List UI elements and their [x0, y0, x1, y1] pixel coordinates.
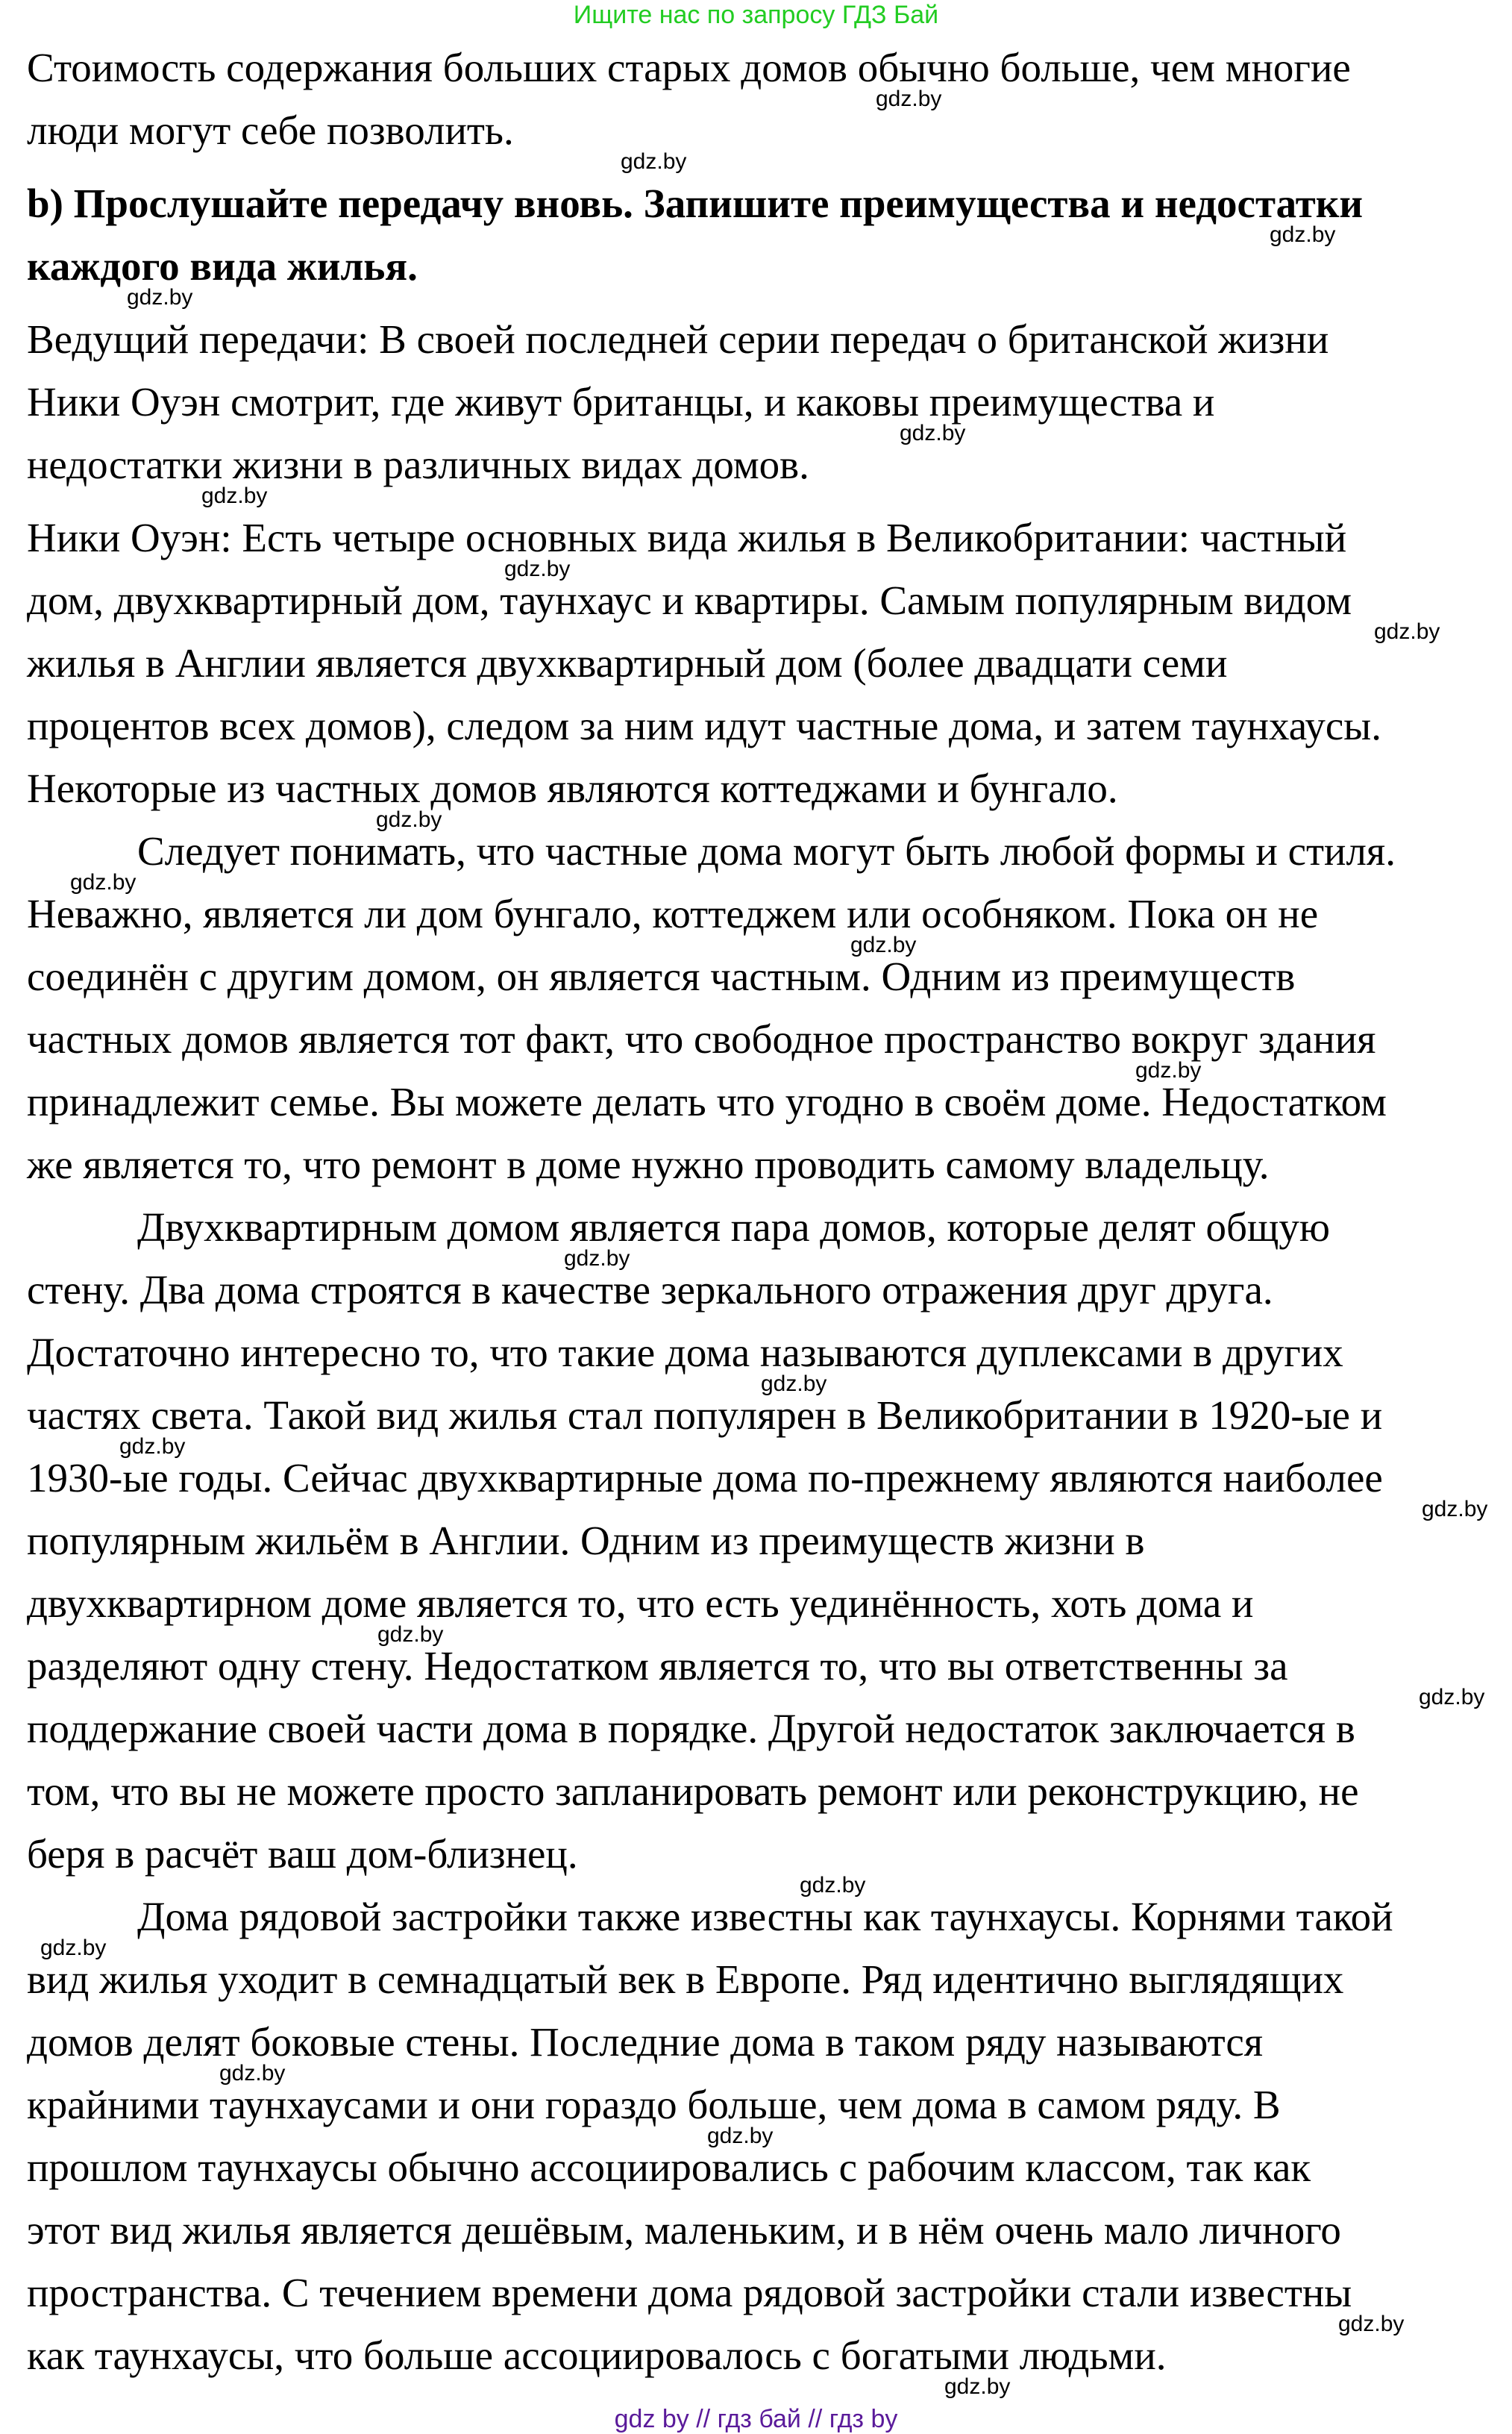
- text-line: крайними таунхаусами и они гораздо больше, чем дома в самом ряду. В: [27, 2082, 1281, 2127]
- text-line: беря в расчёт ваш дом-близнец.: [27, 1831, 578, 1877]
- watermark-label: gdz.by: [621, 149, 687, 174]
- text-line: стену. Два дома строятся в качестве зеркального отражения друг друга.: [27, 1267, 1273, 1313]
- text-line: популярным жильём в Англии. Одним из преимуществ жизни в: [27, 1518, 1145, 1563]
- task-heading-line: каждого вида жилья.: [27, 243, 418, 289]
- text-line: 1930-ые годы. Сейчас двухквартирные дома по-прежнему являются наиболее: [27, 1455, 1383, 1501]
- watermark-label: gdz.by: [1270, 222, 1336, 247]
- text-line: жилья в Англии является двухквартирный дом (более двадцати семи: [27, 640, 1228, 686]
- text-line: Ники Оуэн: Есть четыре основных вида жилья в Великобритании: частный: [27, 515, 1347, 560]
- watermark-label: gdz.by: [850, 933, 917, 957]
- text-line: Стоимость содержания больших старых домов обычно больше, чем многие: [27, 45, 1351, 90]
- watermark-label: gdz.by: [1419, 1685, 1485, 1709]
- text-line: как таунхаусы, что больше ассоциировалось с богатыми людьми.: [27, 2333, 1167, 2378]
- watermark-label: gdz.by: [201, 484, 268, 508]
- text-line: поддержание своей части дома в порядке. Другой недостаток заключается в: [27, 1706, 1355, 1751]
- watermark-label: gdz.by: [127, 285, 193, 310]
- text-line: дом, двухквартирный дом, таунхаус и квартиры. Самым популярным видом: [27, 578, 1352, 623]
- text-line: прошлом таунхаусы обычно ассоциировались с рабочим классом, так как: [27, 2144, 1311, 2190]
- text-line: частных домов является тот факт, что свободное пространство вокруг здания: [27, 1016, 1376, 1062]
- text-line: частях света. Такой вид жилья стал популярен в Великобритании в 1920-ые и: [27, 1392, 1383, 1438]
- text-line: же является то, что ремонт в доме нужно проводить самому владельцу.: [27, 1142, 1270, 1187]
- watermark-label: gdz.by: [40, 1936, 107, 1960]
- text-line: пространства. С течением времени дома рядовой застройки стали известны: [27, 2270, 1352, 2315]
- text-line: Дома рядовой застройки также известны как таунхаусы. Корнями такой: [137, 1894, 1393, 1939]
- watermark-label: gdz.by: [564, 1246, 630, 1271]
- text-line: Достаточно интересно то, что такие дома называются дуплексами в других: [27, 1330, 1343, 1375]
- text-line: Некоторые из частных домов являются коттеджами и бунгало.: [27, 766, 1118, 811]
- watermark-label: gdz.by: [1338, 2312, 1405, 2336]
- text-line: Двухквартирным домом является пара домов, которые делят общую: [137, 1204, 1330, 1250]
- text-line: Неважно, является ли дом бунгало, коттеджем или особняком. Пока он не: [27, 891, 1319, 936]
- line-gap: [0, 485, 1512, 507]
- text-line: Ники Оуэн смотрит, где живут британцы, и каковы преимущества и: [27, 379, 1215, 425]
- text-line: этот вид жилья является дешёвым, маленьким, и в нём очень мало личного: [27, 2207, 1341, 2253]
- line-gap: [0, 2376, 1512, 2398]
- task-heading-line: b) Прослушайте передачу вновь. Запишите преимущества и недостатки: [27, 181, 1364, 226]
- watermark-label: gdz.by: [70, 870, 137, 895]
- footer-banner: gdz by // гдз бай // гдз by: [614, 2405, 898, 2433]
- text-line: соединён с другим домом, он является частным. Одним из преимуществ: [27, 954, 1296, 999]
- document-body: [0, 30, 1512, 2398]
- text-line: принадлежит семье. Вы можете делать что угодно в своём доме. Недостатком: [27, 1079, 1387, 1124]
- text-line: разделяют одну стену. Недостатком является то, что вы ответственны за: [27, 1643, 1288, 1689]
- text-line: недостатки жизни в различных видах домов.: [27, 442, 809, 487]
- watermark-label: gdz.by: [707, 2124, 774, 2148]
- watermark-label: gdz.by: [219, 2061, 286, 2086]
- header-banner: Ищите нас по запросу ГДЗ Бай: [573, 1, 939, 29]
- text-line: Следует понимать, что частные дома могут быть любой формы и стиля.: [137, 828, 1396, 874]
- watermark-label: gdz.by: [504, 557, 571, 581]
- text-line: двухквартирном доме является то, что есть уединённость, хоть дома и: [27, 1580, 1254, 1626]
- watermark-label: gdz.by: [119, 1434, 186, 1459]
- text-line: процентов всех домов), следом за ним идут частные дома, и затем таунхаусы.: [27, 703, 1381, 748]
- watermark-label: gdz.by: [761, 1371, 827, 1396]
- watermark-label: gdz.by: [1135, 1058, 1202, 1083]
- line-gap: [0, 151, 1512, 173]
- watermark-label: gdz.by: [1422, 1497, 1488, 1521]
- watermark-label: gdz.by: [900, 421, 966, 445]
- line-gap: [0, 287, 1512, 309]
- watermark-label: gdz.by: [876, 87, 942, 111]
- watermark-label: gdz.by: [800, 1873, 866, 1898]
- watermark-label: gdz.by: [944, 2374, 1011, 2399]
- watermark-label: gdz.by: [377, 1622, 444, 1647]
- text-line: Ведущий передачи: В своей последней серии передач о британской жизни: [27, 316, 1329, 362]
- text-line: домов делят боковые стены. Последние дома в таком ряду называются: [27, 2019, 1264, 2065]
- text-line: вид жилья уходит в семнадцатый век в Европе. Ряд идентично выглядящих: [27, 1956, 1344, 2002]
- text-line: том, что вы не можете просто запланировать ремонт или реконструкцию, не: [27, 1768, 1359, 1814]
- watermark-label: gdz.by: [1374, 619, 1440, 644]
- watermark-label: gdz.by: [376, 807, 442, 832]
- text-line: люди могут себе позволить.: [27, 107, 514, 153]
